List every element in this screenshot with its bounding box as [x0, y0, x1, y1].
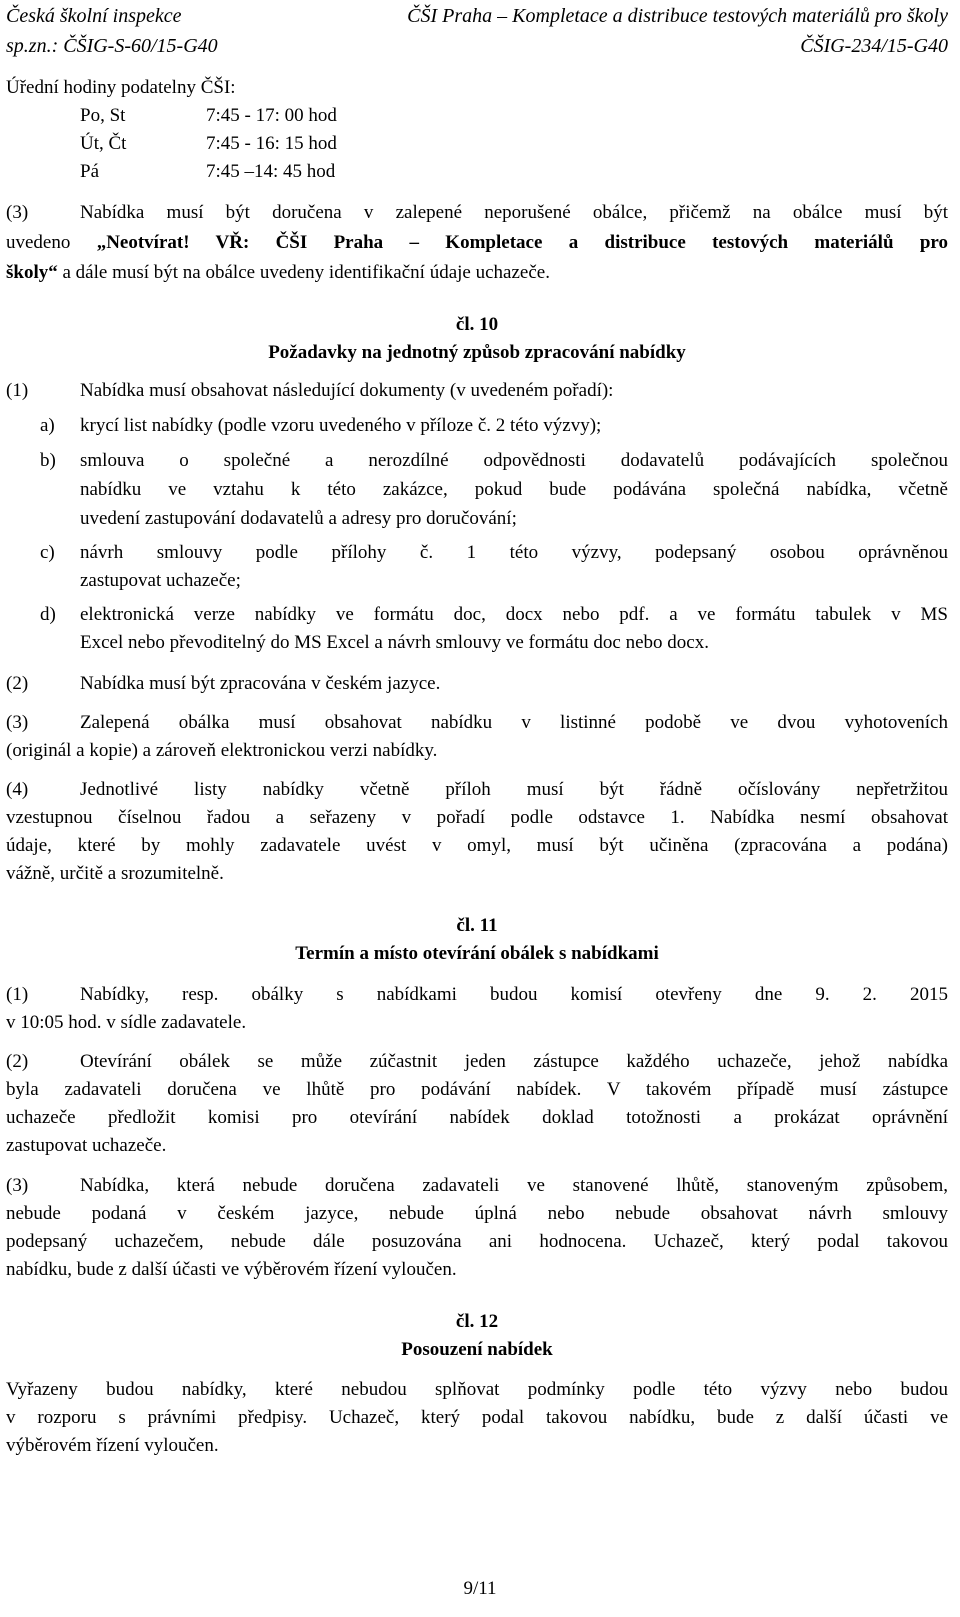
paragraph-line: výběrovém řízení vyloučen.: [6, 1435, 219, 1456]
header-ref-right: ČŠIG-234/15-G40: [800, 35, 948, 57]
list-item: [40, 447, 948, 475]
list-text: zastupovat uchazeče;: [80, 570, 241, 591]
office-hours-heading: Úřední hodiny podatelny ČŠI:: [6, 77, 236, 98]
paragraph-text: Zalepená obálka musí obsahovat nabídku v listinné podobě ve dvou vyhotoveních: [80, 712, 948, 733]
office-hours-days: Út, Čt: [80, 133, 127, 154]
list-text: návrh smlouvy podle přílohy č. 1 této výzvy, podepsaný osobou oprávněnou: [80, 542, 948, 563]
paragraph-number: (4): [6, 779, 29, 800]
list-text: elektronická verze nabídky ve formátu doc, docx nebo pdf. a ve formátu tabulek v MS: [80, 604, 948, 625]
article-number: čl. 11: [456, 915, 498, 936]
paragraph-line: v 10:05 hod. v sídle zadavatele.: [6, 1012, 247, 1033]
list-label: b): [40, 450, 56, 471]
paragraph-text: Nabídka musí obsahovat následující dokumenty (v uvedeném pořadí):: [80, 380, 614, 401]
paragraph-line: v rozporu s právními předpisy. Uchazeč, který podal takovou nabídku, bude z další účasti ve: [6, 1407, 948, 1428]
paragraph-line: [6, 709, 948, 737]
paragraph-line: [6, 229, 948, 257]
paragraph-line: podepsaný uchazečem, nebude dále posuzována ani hodnocena. Uchazeč, který podal takovou: [6, 1231, 948, 1252]
paragraph-text-bold: „Neotvírat! VŘ: ČŠI Praha – Kompletace a distribuce testových materiálů pro: [96, 232, 949, 253]
office-hours-time: 7:45 - 17: 00 hod: [206, 105, 337, 126]
list-item: [40, 601, 948, 629]
article-number: čl. 10: [455, 314, 499, 335]
paragraph-number: (2): [6, 673, 29, 694]
paragraph-number: (1): [6, 984, 29, 1005]
paragraph-line: [6, 199, 948, 227]
list-label: c): [40, 542, 55, 563]
paragraph-line: [6, 377, 948, 405]
paragraph-text: Nabídka, která nebude doručena zadavateli ve stanovené lhůtě, stanoveným způsobem,: [80, 1175, 948, 1196]
paragraph-text: uvedeno: [6, 232, 97, 253]
office-hours-time: 7:45 - 16: 15 hod: [206, 133, 337, 154]
paragraph-number: (3): [6, 1175, 29, 1196]
paragraph-text: Jednotlivé listy nabídky včetně příloh musí být řádně očíslovány nepřetržitou: [80, 779, 948, 800]
list-text: uvedení zastupování dodavatelů a adresy pro doručování;: [80, 508, 517, 529]
paragraph-line: vzestupnou číselnou řadou a seřazeny v pořadí podle odstavce 1. Nabídka nesmí obsahovat: [6, 807, 948, 828]
article-number: čl. 12: [455, 1311, 499, 1332]
list-text: nabídku ve vztahu k této zakázce, pokud bude podávána společná nabídka, včetně: [80, 479, 948, 500]
paragraph-text: Nabídka musí být doručena v zalepené neporušené obálce, přičemž na obálce musí být: [80, 202, 948, 223]
office-hours-days: Po, St: [80, 105, 126, 126]
list-label: a): [40, 415, 55, 436]
paragraph-line: Vyřazeny budou nabídky, které nebudou splňovat podmínky podle této výzvy nebo budou: [6, 1379, 948, 1400]
paragraph-number: (3): [6, 712, 29, 733]
paragraph-line: uchazeče předložit komisi pro otevírání nabídek doklad totožnosti a prokázat oprávnění: [6, 1107, 948, 1128]
office-hours-days: Pá: [80, 161, 99, 182]
office-hours-row: [80, 102, 337, 130]
paragraph-line: [6, 1172, 948, 1200]
paragraph-line: nebude podaná v českém jazyce, nebude úplná nebo nebude obsahovat návrh smlouvy: [6, 1203, 948, 1224]
paragraph-number: (3): [6, 202, 29, 223]
list-item: [40, 539, 948, 567]
article-title: Termín a místo otevírání obálek s nabídkami: [295, 943, 659, 964]
paragraph-line: [6, 1048, 948, 1076]
paragraph-line: vážně, určitě a srozumitelně.: [6, 863, 224, 884]
paragraph-line: zastupovat uchazeče.: [6, 1135, 167, 1156]
paragraph-line: [6, 981, 948, 1009]
paragraph-text: Otevírání obálek se může zúčastnit jeden zástupce každého uchazeče, jehož nabídka: [80, 1051, 948, 1072]
header-ref-left: sp.zn.: ČŠIG-S-60/15-G40: [6, 35, 218, 57]
office-hours-time: 7:45 –14: 45 hod: [206, 161, 336, 182]
list-label: d): [40, 604, 56, 625]
paragraph-number: (2): [6, 1051, 29, 1072]
article-title: Požadavky na jednotný způsob zpracování nabídky: [268, 342, 686, 363]
paragraph-text: Nabídka musí být zpracována v českém jazyce.: [80, 673, 441, 694]
paragraph-line: údaje, které by mohly zadavatele uvést v omyl, musí být učiněna (zpracována a podána): [6, 835, 948, 856]
article-title: Posouzení nabídek: [401, 1339, 553, 1360]
paragraph-line: (originál a kopie) a zároveň elektronickou verzi nabídky.: [6, 740, 438, 761]
paragraph-line: [6, 776, 948, 804]
header-title: ČŠI Praha – Kompletace a distribuce testových materiálů pro školy: [407, 5, 948, 27]
paragraph-line: [6, 259, 948, 287]
office-hours-row: [80, 158, 335, 186]
paragraph-line: nabídku, bude z další účasti ve výběrovém řízení vyloučen.: [6, 1259, 457, 1280]
list-text: krycí list nabídky (podle vzoru uvedeného v příloze č. 2 této výzvy);: [80, 415, 602, 436]
paragraph-text: a dále musí být na obálce uvedeny identifikační údaje uchazeče.: [57, 262, 550, 283]
list-item: [40, 412, 948, 440]
header-org: Česká školní inspekce: [6, 5, 182, 27]
list-text: Excel nebo převoditelný do MS Excel a návrh smlouvy ve formátu doc nebo docx.: [80, 632, 709, 653]
list-text: smlouva o společné a nerozdílné odpovědnosti dodavatelů podávajících společnou: [80, 450, 948, 471]
paragraph-text: Nabídky, resp. obálky s nabídkami budou komisí otevřeny dne 9. 2. 2015: [80, 984, 948, 1005]
paragraph-text-bold: školy“: [6, 262, 58, 283]
paragraph-line: byla zadavateli doručena ve lhůtě pro podávání nabídek. V takovém případě musí zástupce: [6, 1079, 948, 1100]
paragraph-line: [6, 670, 948, 698]
page-number: 9/11: [463, 1578, 497, 1599]
paragraph-number: (1): [6, 380, 29, 401]
office-hours-row: [80, 130, 337, 158]
